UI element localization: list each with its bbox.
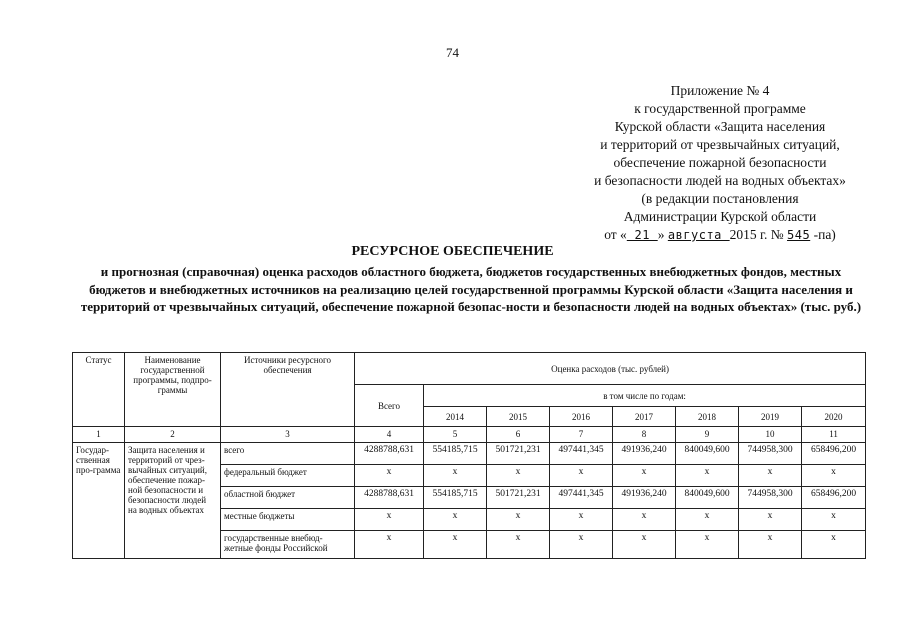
appendix-line: Администрации Курской области [623,209,817,224]
header-year: 2016 [550,407,613,427]
value-cell: 501721,231 [487,487,550,509]
value-cell: 744958,300 [739,487,802,509]
value-cell: 840049,600 [676,443,739,465]
value-cell: 658496,200 [802,487,866,509]
document-title: РЕСУРСНОЕ ОБЕСПЕЧЕНИЕ [351,244,554,259]
resource-table [72,352,866,559]
date-month: августа [667,228,730,242]
value-cell: 840049,600 [676,487,739,509]
program-cell: Защита населения и территорий от чрез-вычайных ситуаций, обеспечение пожар-ной безопасности и безопасности людей на водных объектах [125,443,221,559]
header-program: Наименование государственной программы, подпро-граммы [125,353,221,427]
source-cell: государственные внебюд-жетные фонды Российской [221,531,355,559]
appendix-line: к государственной программе [634,101,806,116]
col-number: 1 [73,427,125,443]
header-total: Всего [355,385,424,427]
value-cell: 4288788,631 [355,443,424,465]
value-cell: 744958,300 [739,443,802,465]
date-mid: » [657,227,668,242]
value-cell: х [355,531,424,559]
source-cell: федеральный бюджет [221,465,355,487]
date-day: 21 [626,228,658,242]
header-year: 2020 [802,407,866,427]
value-cell: 491936,240 [613,487,676,509]
value-cell: х [613,465,676,487]
appendix-line: и территорий от чрезвычайных ситуаций, [600,137,840,152]
value-cell: 554185,715 [424,487,487,509]
value-cell: 501721,231 [487,443,550,465]
appendix-line: Курской области «Защита населения [614,119,826,134]
col-number: 6 [487,427,550,443]
header-status: Статус [73,353,125,427]
source-cell: всего [221,443,355,465]
value-cell: х [487,465,550,487]
value-cell: х [676,465,739,487]
appendix-line: обеспечение пожарной безопасности [613,155,827,170]
value-cell: х [739,531,802,559]
value-cell: х [355,509,424,531]
value-cell: х [802,531,866,559]
value-cell: х [550,465,613,487]
value-cell: х [487,531,550,559]
source-cell: областной бюджет [221,487,355,509]
source-cell: местные бюджеты [221,509,355,531]
header-year: 2019 [739,407,802,427]
value-cell: 554185,715 [424,443,487,465]
col-number: 5 [424,427,487,443]
value-cell: х [676,531,739,559]
date-suffix: -па) [810,227,836,242]
value-cell: х [613,509,676,531]
value-cell: 497441,345 [550,443,613,465]
header-year: 2018 [676,407,739,427]
header-year: 2015 [487,407,550,427]
appendix-block [540,82,900,244]
date-number: 545 [787,228,811,242]
value-cell: х [802,509,866,531]
col-number: 2 [125,427,221,443]
page-number: 74 [446,45,459,60]
col-number: 9 [676,427,739,443]
status-cell: Государ-ственная про-грамма [73,443,125,559]
col-number: 11 [802,427,866,443]
value-cell: х [739,465,802,487]
document-subtitle: и прогнозная (справочная) оценка расходов областного бюджета, бюджетов государственных внебюджетных фондов, местных бюджетов и внебюджетных источников на реализацию целей государственной программы Курской области «Защита населения и территорий от чрезвычайных ситуаций, обеспечение пожарной безопас-ности и безопасности людей на водных объектах» (тыс. руб.) [80,264,862,314]
col-number: 7 [550,427,613,443]
col-number: 10 [739,427,802,443]
value-cell: х [424,509,487,531]
header-sources: Источники ресурсного обеспечения [221,353,355,427]
value-cell: х [676,509,739,531]
value-cell: х [613,531,676,559]
header-by-years: в том числе по годам: [424,385,866,407]
header-year: 2017 [613,407,676,427]
appendix-line: и безопасности людей на водных объектах» [594,173,846,188]
value-cell: х [550,531,613,559]
value-cell: х [355,465,424,487]
date-year: 2015 г. № [729,227,788,242]
header-year: 2014 [424,407,487,427]
value-cell: х [424,531,487,559]
value-cell: 491936,240 [613,443,676,465]
value-cell: 4288788,631 [355,487,424,509]
value-cell: х [487,509,550,531]
table-row [73,443,866,465]
appendix-line: (в редакции постановления [641,191,799,206]
col-number: 8 [613,427,676,443]
header-estimate: Оценка расходов (тыс. рублей) [355,353,866,385]
value-cell: х [739,509,802,531]
value-cell: 497441,345 [550,487,613,509]
col-number: 3 [221,427,355,443]
value-cell: 658496,200 [802,443,866,465]
value-cell: х [550,509,613,531]
date-prefix: от « [604,227,627,242]
appendix-date-line [540,226,900,244]
value-cell: х [802,465,866,487]
value-cell: х [424,465,487,487]
appendix-line: Приложение № 4 [670,83,770,98]
col-number: 4 [355,427,424,443]
